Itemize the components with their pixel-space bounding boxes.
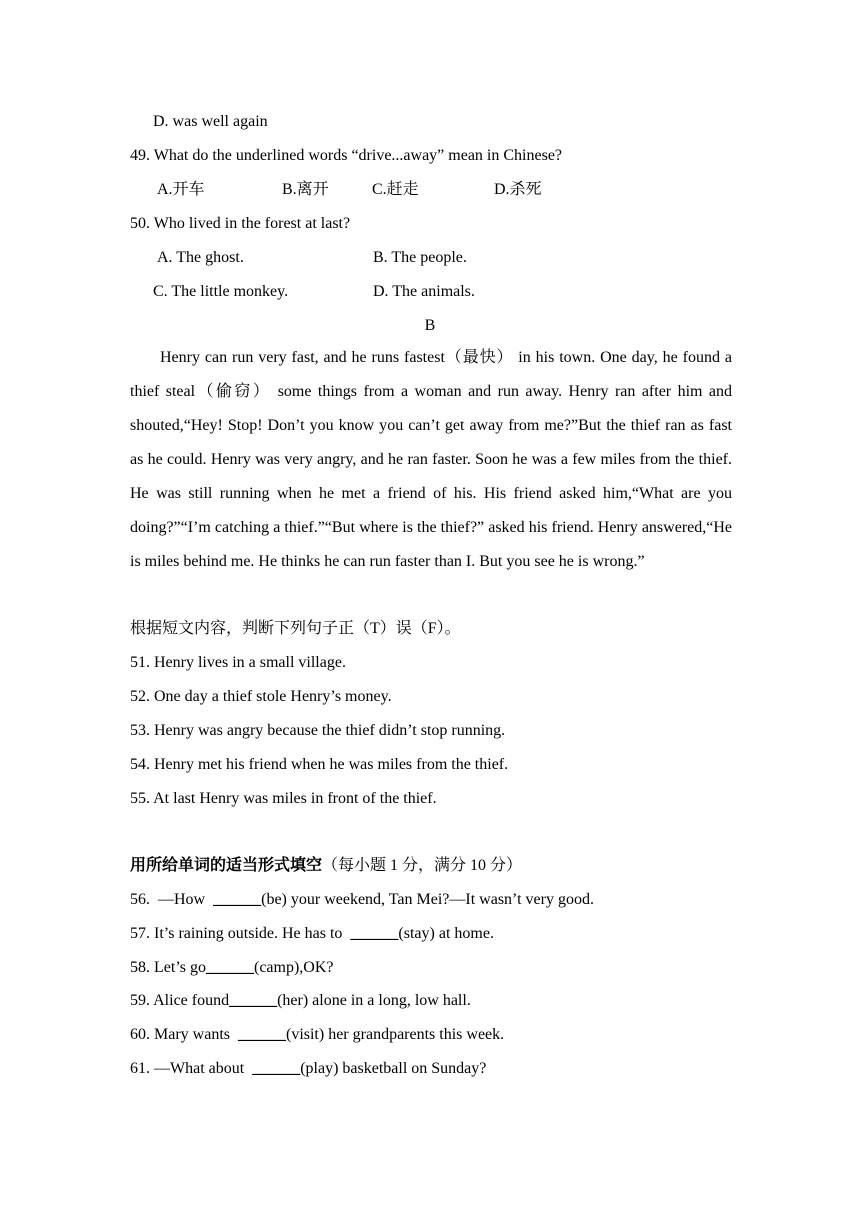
fill-blank: ______ bbox=[213, 891, 262, 908]
q49-option-b: B.离开 bbox=[282, 181, 329, 198]
tf-statement-53: 53. Henry was angry because the thief didn’t stop running. bbox=[130, 722, 506, 739]
fill-blank: ______ bbox=[237, 1026, 286, 1043]
q50-option-a: A. The ghost. bbox=[157, 249, 244, 266]
fill-item-prefix: 60. Mary wants bbox=[130, 1026, 238, 1043]
q49-option-d: D.杀死 bbox=[494, 181, 542, 198]
fill-item-59 bbox=[130, 991, 471, 1011]
fill-item-prefix: 56. —How bbox=[130, 891, 214, 908]
q48-option-d: D. was well again bbox=[153, 113, 268, 130]
section-heading-title: 用所给单词的适当形式填空 bbox=[130, 857, 323, 874]
passage-label: B bbox=[424, 317, 436, 334]
q49-option-c: C.赶走 bbox=[372, 181, 419, 198]
q50-option-c: C. The little monkey. bbox=[153, 283, 289, 300]
fill-blank: ______ bbox=[206, 959, 254, 976]
fill-item-58 bbox=[130, 958, 334, 978]
tf-instruction: 根据短文内容，判断下列句子正（T）误（F）。 bbox=[130, 620, 461, 637]
fill-item-suffix: (be) your weekend, Tan Mei?—It wasn’t very good. bbox=[261, 891, 594, 908]
fill-item-suffix: (her) alone in a long, low hall. bbox=[277, 992, 471, 1009]
section-heading bbox=[130, 856, 522, 876]
fill-item-prefix: 59. Alice found bbox=[130, 992, 230, 1009]
fill-item-57 bbox=[130, 924, 494, 944]
fill-item-prefix: 61. —What about bbox=[130, 1060, 253, 1077]
fill-blank: ______ bbox=[350, 925, 399, 942]
fill-item-56 bbox=[130, 890, 594, 910]
fill-item-suffix: (play) basketball on Sunday? bbox=[300, 1060, 487, 1077]
fill-item-suffix: (stay) at home. bbox=[398, 925, 494, 942]
section-heading-note: （每小题 1 分，满分 10 分） bbox=[322, 857, 523, 874]
q50-option-d: D. The animals. bbox=[373, 283, 475, 300]
q50-option-b: B. The people. bbox=[373, 249, 467, 266]
q50-stem: 50. Who lived in the forest at last? bbox=[130, 215, 351, 232]
fill-item-suffix: (camp),OK? bbox=[254, 959, 334, 976]
fill-item-60 bbox=[130, 1025, 504, 1045]
fill-blank: ______ bbox=[229, 992, 278, 1009]
tf-statement-52: 52. One day a thief stole Henry’s money. bbox=[130, 688, 392, 705]
q49-option-a: A.开车 bbox=[157, 181, 205, 198]
tf-statement-54: 54. Henry met his friend when he was miles from the thief. bbox=[130, 756, 509, 773]
fill-blank: ______ bbox=[252, 1060, 301, 1077]
passage-text: Henry can run very fast, and he runs fastest（最快） in his town. One day, he found a thief steal（偷窃） some things from a woman and run away. Henry ran after him and shouted,“Hey! Stop! Don’t you know you can’t get away from me?”But the thief ran as fast as he could. Henry was very angry, and he ran faster. Soon he was a few miles from the thief. He was still running when he met a friend of his. His friend asked him,“What are you doing?”“I’m catching a thief.”“But where is the thief?” asked his friend. Henry answered,“He is miles behind me. He thinks he can run faster than I. But you see he is wrong.” bbox=[130, 349, 732, 570]
fill-item-61 bbox=[130, 1059, 486, 1079]
q49-stem: 49. What do the underlined words “drive...away” mean in Chinese? bbox=[130, 147, 563, 164]
fill-item-prefix: 57. It’s raining outside. He has to bbox=[130, 925, 351, 942]
tf-statement-55: 55. At last Henry was miles in front of the thief. bbox=[130, 790, 437, 807]
fill-item-prefix: 58. Let’s go bbox=[130, 959, 206, 976]
tf-statement-51: 51. Henry lives in a small village. bbox=[130, 654, 346, 671]
fill-item-suffix: (visit) her grandparents this week. bbox=[285, 1026, 505, 1043]
